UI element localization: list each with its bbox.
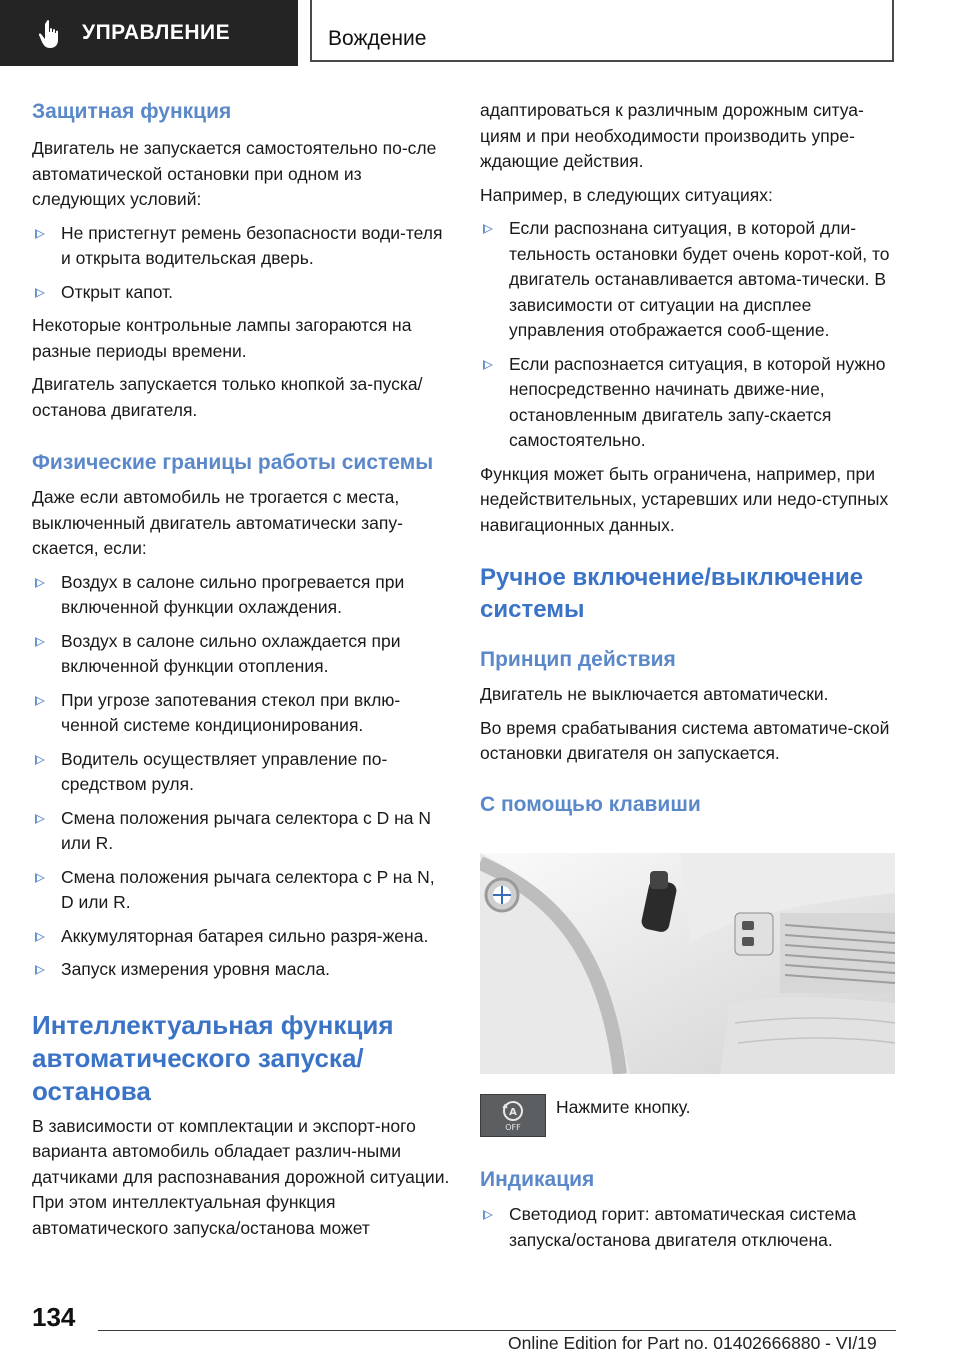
section-heading-principle: Принцип действия [480, 648, 676, 671]
bullet-triangle-icon [35, 932, 45, 942]
chapter-tab [310, 0, 894, 62]
section-heading-indication: Индикация [480, 1168, 595, 1191]
page-number: 134 [32, 1302, 76, 1332]
bullet-triangle-icon [35, 814, 45, 824]
list-item: Водитель осуществляет управление по-средством руля. [32, 747, 450, 798]
section-tab [0, 0, 298, 66]
auto-start-stop-off-button-icon [480, 1094, 546, 1137]
section-heading-protective: Защитная функция [32, 100, 232, 123]
right-column [480, 98, 898, 819]
list-item: Если распознана ситуация, в которой дли-тельность остановки будет очень корот-кой, то двигатель останавливается автома-тически. В зависимости от ситуации на дисплее управления отображается сооб-щение. [480, 216, 898, 344]
list-item: Воздух в салоне сильно прогревается при включенной функции охлаждения. [32, 570, 450, 621]
bullet-triangle-icon [35, 637, 45, 647]
indication-section [480, 1166, 898, 1253]
paragraph: Даже если автомобиль не трогается с места, выключенный двигатель автоматически запу-скается, если: [32, 487, 403, 558]
list-item: Светодиод горит: автоматическая система запуска/останова двигателя отключена. [480, 1202, 898, 1253]
list-item: При угрозе запотевания стекол при вклю-ченной системе кондиционирования. [32, 688, 450, 739]
list-item: Аккумуляторная батарея сильно разря-жена. [32, 924, 450, 950]
list-item: Смена положения рычага селектора с P на N, D или R. [32, 865, 450, 916]
dashboard-photo [480, 853, 895, 1074]
bullet-triangle-icon [35, 696, 45, 706]
section-heading-limits: Физические границы работы системы [32, 451, 434, 474]
chapter-title: Вождение [328, 27, 427, 50]
paragraph: Например, в следующих ситуациях: [480, 184, 773, 205]
bullet-triangle-icon [35, 288, 45, 298]
section-title: УПРАВЛЕНИЕ [82, 21, 231, 44]
footer-divider [98, 1330, 896, 1331]
svg-text:A: A [509, 1107, 517, 1118]
bullet-triangle-icon [483, 224, 493, 234]
hand-pointer-icon [38, 19, 64, 49]
button-caption: Нажмите кнопку. [556, 1097, 691, 1117]
paragraph: В зависимости от комплектации и экспорт-ного варианта автомобиль обладает различ-ными датчиками для распознавания дорожной ситуации. При этом интеллектуальная функция автоматического запуска/останова может [32, 1115, 450, 1238]
paragraph: Во время срабатывания система автоматиче-ской остановки двигателя он запускается. [480, 717, 890, 763]
paragraph: адаптироваться к различным дорожным ситуа-циям и при необходимости производить упре-ждающие действия. [480, 100, 864, 171]
list-item: Воздух в салоне сильно охлаждается при включенной функции отопления. [32, 629, 450, 680]
paragraph: Двигатель не запускается самостоятельно по-сле автоматической остановки при одном из следующих условий: [32, 138, 437, 209]
list-item: Не пристегнут ремень безопасности води-теля и открыта водительская дверь. [32, 221, 450, 272]
section-heading-manual: Ручное включение/выключение системы [480, 564, 864, 623]
bullet-triangle-icon [35, 578, 45, 588]
bullet-triangle-icon [35, 873, 45, 883]
section-heading-intelligent: Интеллектуальная функция автоматического запуска/останова [32, 1009, 394, 1106]
svg-text:OFF: OFF [505, 1123, 521, 1132]
edition-note: Online Edition for Part no. 01402666880 - VI/19 [508, 1333, 877, 1353]
left-column [32, 98, 450, 1241]
page-header [0, 0, 960, 66]
dashboard-illustration [480, 853, 895, 1074]
paragraph: Двигатель не выключается автоматически. [480, 684, 829, 704]
list-item: Запуск измерения уровня масла. [32, 957, 450, 983]
bullet-triangle-icon [483, 1210, 493, 1220]
bullet-triangle-icon [35, 755, 45, 765]
list-item: Смена положения рычага селектора с D на N или R. [32, 806, 450, 857]
list-item: Если распознается ситуация, в которой нужно непосредственно начинать движе-ние, остановленным двигатель запу-скается самостоятельно. [480, 352, 898, 454]
paragraph: Функция может быть ограничена, например, при недействительных, устаревших или недо-ступных навигационных данных. [480, 463, 889, 535]
paragraph: Некоторые контрольные лампы загораются на разные периоды времени. [32, 315, 412, 361]
bullet-triangle-icon [35, 965, 45, 975]
list-item: Открыт капот. [32, 280, 450, 306]
bullet-triangle-icon [483, 360, 493, 370]
section-heading-button: С помощью клавиши [480, 792, 701, 816]
paragraph: Двигатель запускается только кнопкой за-пуска/останова двигателя. [32, 374, 423, 420]
bullet-triangle-icon [35, 229, 45, 239]
